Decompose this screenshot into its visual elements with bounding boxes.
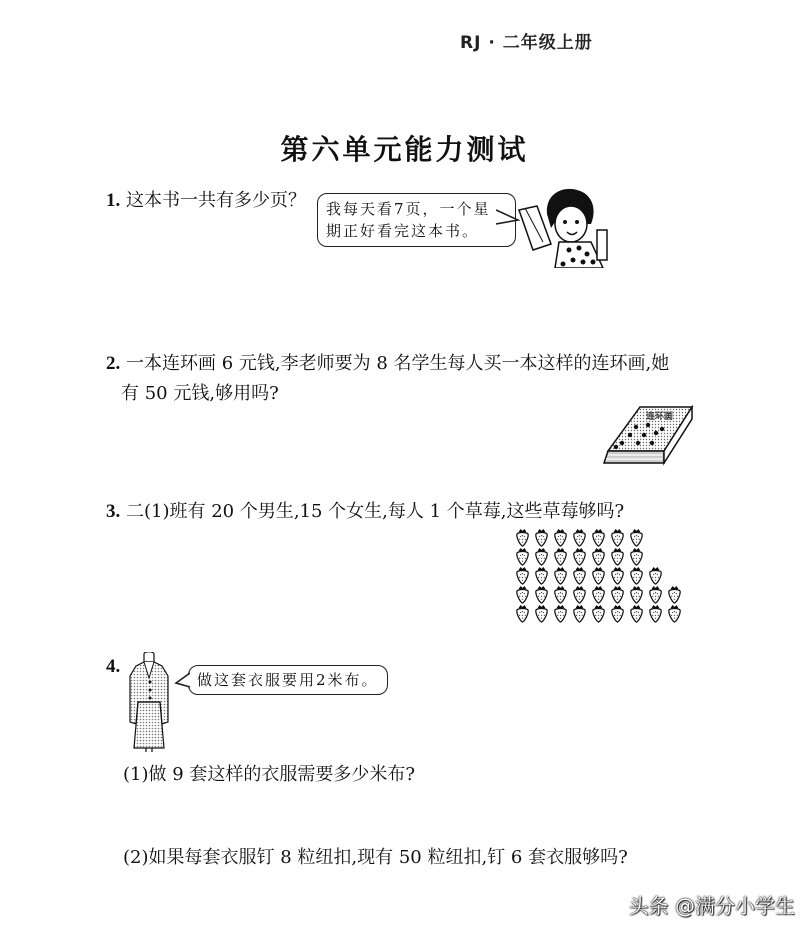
strawberry-row <box>513 604 684 623</box>
strawberry-icon <box>532 604 551 623</box>
strawberry-icon <box>627 604 646 623</box>
girl-reading-icon <box>515 184 615 268</box>
bubble-text: 做这套衣服要用2米布。 <box>197 671 379 689</box>
strawberry-icon <box>608 566 627 585</box>
strawberry-icon <box>627 528 646 547</box>
question-text-line: 有 50 元钱,够用吗? <box>121 383 279 404</box>
strawberry-icon <box>665 604 684 623</box>
strawberry-icon <box>570 547 589 566</box>
question-4 <box>106 652 120 682</box>
strawberry-icon <box>513 604 532 623</box>
question-text-line: 一本连环画 6 元钱,李老师要为 8 名学生每人买一本这样的连环画,她 <box>125 353 670 374</box>
watermark: 头条 @满分小学生 <box>628 894 795 918</box>
question-number: 4. <box>106 656 121 677</box>
strawberry-icon <box>570 528 589 547</box>
strawberry-icon <box>589 547 608 566</box>
strawberry-icon <box>532 566 551 585</box>
strawberry-icon <box>608 547 627 566</box>
strawberry-icon <box>551 566 570 585</box>
strawberry-icon <box>570 585 589 604</box>
strawberry-icon <box>646 585 665 604</box>
question-number: 1. <box>106 190 121 211</box>
strawberry-icon <box>532 547 551 566</box>
strawberry-icon <box>589 566 608 585</box>
strawberry-row <box>513 566 684 585</box>
strawberry-icon <box>608 528 627 547</box>
strawberry-grid <box>513 528 684 623</box>
speech-bubble <box>317 193 516 247</box>
strawberry-icon <box>513 585 532 604</box>
strawberry-icon <box>570 566 589 585</box>
strawberry-icon <box>646 604 665 623</box>
strawberry-icon <box>608 585 627 604</box>
bubble-line: 我每天看7页，一个星 <box>326 200 491 218</box>
question-1 <box>106 186 306 216</box>
suit-mannequin-icon <box>124 652 174 752</box>
strawberry-icon <box>551 585 570 604</box>
bubble-line: 期正好看完这本书。 <box>326 222 480 240</box>
svg-text:连环画: 连环画 <box>646 412 674 422</box>
strawberry-icon <box>551 604 570 623</box>
question-text: 这本书一共有多少页？ <box>125 190 306 211</box>
edition-header: RJ · 二年级上册 <box>460 33 593 53</box>
strawberry-icon <box>513 547 532 566</box>
strawberry-icon <box>589 528 608 547</box>
comic-book-icon <box>600 405 695 467</box>
strawberry-icon <box>532 528 551 547</box>
page-title: 第六单元能力测试 <box>280 133 529 166</box>
question-number: 3. <box>106 501 121 522</box>
strawberry-row <box>513 547 684 566</box>
sub-question-1: (1)做 9 套这样的衣服需要多少米布? <box>123 764 416 785</box>
strawberry-icon <box>627 547 646 566</box>
strawberry-icon <box>627 585 646 604</box>
strawberry-row <box>513 528 684 547</box>
strawberry-icon <box>665 585 684 604</box>
strawberry-icon <box>589 604 608 623</box>
strawberry-icon <box>570 604 589 623</box>
strawberry-icon <box>589 585 608 604</box>
strawberry-icon <box>608 604 627 623</box>
question-2 <box>106 349 669 409</box>
speech-bubble <box>188 665 388 695</box>
strawberry-icon <box>532 585 551 604</box>
strawberry-icon <box>513 566 532 585</box>
bubble-tail-icon <box>174 671 190 689</box>
sub-question-2: (2)如果每套衣服钉 8 粒纽扣,现有 50 粒纽扣,钉 6 套衣服够吗? <box>123 847 628 868</box>
question-number: 2. <box>106 353 121 374</box>
strawberry-icon <box>551 547 570 566</box>
strawberry-row <box>513 585 684 604</box>
strawberry-icon <box>513 528 532 547</box>
question-3 <box>106 497 624 527</box>
strawberry-icon <box>627 566 646 585</box>
strawberry-icon <box>551 528 570 547</box>
strawberry-icon <box>646 566 665 585</box>
question-text: 二(1)班有 20 个男生,15 个女生,每人 1 个草莓,这些草莓够吗? <box>125 501 625 522</box>
